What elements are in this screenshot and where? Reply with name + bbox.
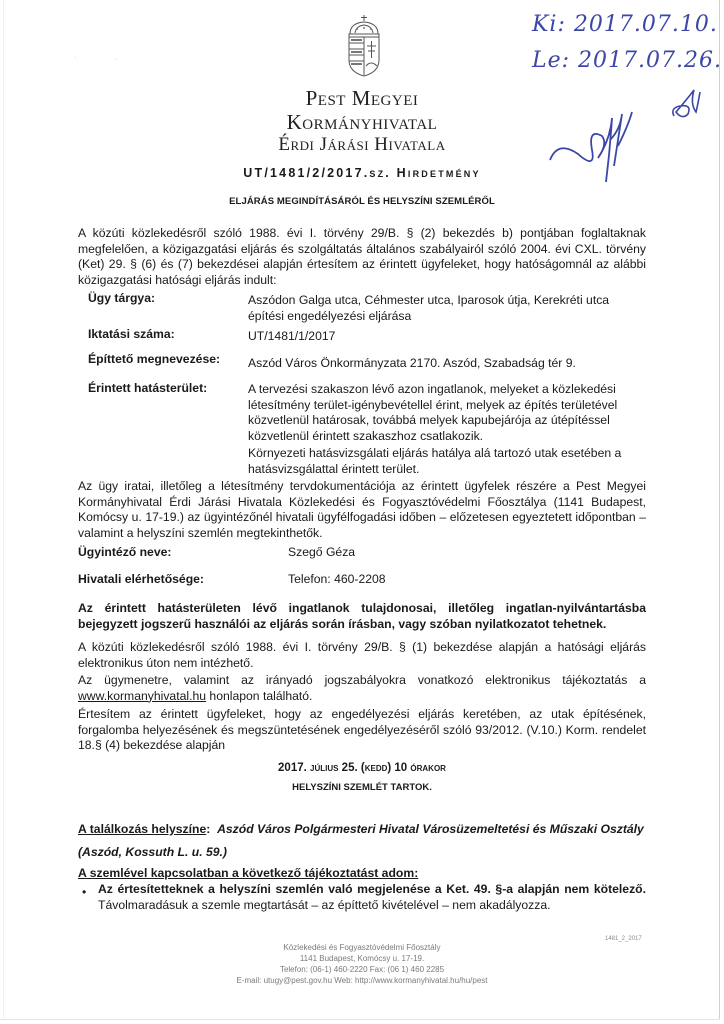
inspection-hour: 10 (394, 762, 408, 774)
inspection-hour-suffix: órakor (410, 762, 446, 774)
case-subject-label: Ügy tárgya: (88, 291, 156, 305)
case-subject-value: Aszódon Galga utca, Céhmester utca, Iparosok útja, Kerekréti utca építési engedélyezési eljárása (248, 293, 610, 323)
procedure-info-text-end: honlapon található. (206, 688, 313, 703)
builder-label: Építtető megnevezése: (88, 352, 221, 366)
office-name-line1: Pest Megyei (305, 86, 419, 110)
info-heading: A szemlével kapcsolatban a következő tájékoztatást adom: (78, 866, 419, 880)
office-contact-label: Hivatali elérhetősége: (78, 572, 204, 586)
inspection-year: 2017. (278, 762, 307, 774)
bullet-item-text: Távolmaradásuk a szemle megtartását – az építtető kivételével – nem akadályozza. (98, 897, 551, 912)
file-code: 1481_2_2017 (605, 936, 642, 942)
footer-address: 1141 Budapest, Komócsy u. 17-19. (299, 954, 425, 963)
handwritten-removed-date: Le: 2017.07.26. (532, 48, 722, 73)
meeting-address (78, 845, 227, 859)
inspection-weekday: (kedd) (360, 762, 392, 774)
inspection-day: 25. (341, 762, 358, 774)
footer-email-web: E-mail: utugy@pest.gov.hu Web: http://www.kormanyhivatal.hu/hu/pest (236, 976, 488, 985)
inspection-action: HELYSZÍNI SZEMLÉT TARTOK. (292, 782, 432, 793)
documents-paragraph: Az ügy iratai, illetőleg a létesítmény tervdokumentációja az érintett ügyfelek részére a Pest Megyei Kormányhivatal Érdi Járási Hivatala Közlekedési és Fogyasztóvédelmi Főosztálya (1141 Budapest, Komócsy u. 17-19.) az ügyintézőnél hivatali ügyfélfogadási időben – előzetesen egyeztetett időpontban – valamint a helyszíni szemlén megtekinthetők. (78, 479, 646, 540)
office-name-line3: Érdi Járási Hivatala (278, 134, 446, 155)
office-contact-value: Telefon: 460-2208 (288, 572, 386, 586)
hungarian-coat-of-arms-icon (341, 14, 387, 78)
bullet-item-bold: Az értesítetteknek a helyszíni szemlén való megjelenése a Ket. 49. §-a alapján nem kötelező. (98, 882, 646, 896)
procedure-info-paragraph (78, 673, 646, 704)
kormanyhivatal-link[interactable]: www.kormanyhivatal.hu (78, 688, 207, 703)
meeting-colon: : (206, 822, 211, 836)
bullet-icon: • (82, 885, 87, 899)
footer-phone-fax: Telefon: (06-1) 460-2220 Fax: (06 1) 460 2285 (279, 965, 445, 974)
document-subtitle: ELJÁRÁS MEGINDÍTÁSÁRÓL ÉS HELYSZÍNI SZEMLÉRŐL (229, 196, 495, 207)
meeting-address-value: (Aszód, Kossuth L. u. 59.) (78, 845, 227, 859)
intro-paragraph: A közúti közlekedésről szóló 1988. évi I. törvény 29/B. § (2) bekezdés b) pontjában foglaltaknak megfelelően, a közigazgatási eljárás és szolgáltatás általános szabályairól szóló 2004. évi CXL. törvény (Ket) 29. § (6) és (7) bekezdései alapján értesítem az érintett ügyfeleket, hogy hatóságomnál az alábbi közigazgatási hatósági eljárás indult: (78, 226, 646, 287)
document-type: Hirdetmény (396, 166, 481, 180)
bullet-item (98, 882, 646, 913)
document-number-suffix: sz. (369, 166, 391, 180)
meeting-place (78, 822, 644, 836)
office-name-line2: Kormányhivatal (286, 110, 438, 134)
case-officer-value: Szegő Géza (288, 545, 356, 559)
registration-number-label: Iktatási száma: (88, 327, 175, 341)
case-officer-label: Ügyintéző neve: (78, 545, 172, 559)
affected-area-label: Érintett hatásterület: (88, 381, 208, 395)
affected-area-value-2: Környezeti hatásvizsgálati eljárás hatálya alá tartozó utak esetében a hatásvizsgálattal érintett terület. (248, 446, 622, 476)
registration-number-value: UT/1481/1/2017 (248, 329, 336, 343)
meeting-place-label: A találkozás helyszíne (78, 822, 207, 836)
electronic-procedure-paragraph: A közúti közlekedésről szóló 1988. évi I. törvény 29/B. § (1) bekezdése alapján a hatósági eljárás elektronikus úton nem intézhető. (78, 640, 646, 670)
footer-department: Közlekedési és Fogyasztóvédelmi Főosztály (283, 943, 441, 952)
handwritten-initials-icon (668, 86, 704, 122)
notice-paragraph: Értesítem az érintett ügyfeleket, hogy az engedélyezési eljárás keretében, az utak építésének, forgalomba helyezésének és megszüntetésének engedélyezéséről szóló 93/2012. (V.10.) Korm. rendelet 18.§ (4) bekezdése alapján (78, 707, 646, 753)
owners-paragraph: Az érintett hatásterületen lévő ingatlanok tulajdonosai, illetőleg ingatlan-nyilvántartásba bejegyzett jogszerű használói az eljárás során írásban, vagy szóban nyilatkozatot tehetnek. (78, 601, 646, 631)
scan-speck: · (74, 54, 77, 61)
inspection-month: július (310, 762, 339, 774)
document-number: UT/1481/2/2017. (243, 166, 370, 180)
procedure-info-text: Az ügymenetre, valamint az irányadó jogszabályokra vonatkozó elektronikus tájékoztatás a (78, 673, 646, 687)
signature-icon (548, 110, 648, 186)
page-edge-bottom (0, 1019, 720, 1020)
scan-speck: · (115, 56, 118, 63)
builder-value: Aszód Város Önkormányzata 2170. Aszód, Szabadság tér 9. (248, 356, 576, 370)
affected-area-value: A tervezési szakaszon lévő azon ingatlanok, melyeket a közlekedési létesítmény terület-igénybevétellel érint, melyek az építés területével közvetlenül határosak, továbbá melyek kapubejárója az útépítéssel közvetlenül érintett szakaszhoz csatlakozik. (248, 382, 618, 443)
inspection-datetime (0, 762, 724, 774)
meeting-place-value: Aszód Város Polgármesteri Hivatal Városüzemeltetési és Műszaki Osztály (217, 822, 644, 836)
handwritten-sent-date: Ki: 2017.07.10. (532, 12, 718, 37)
